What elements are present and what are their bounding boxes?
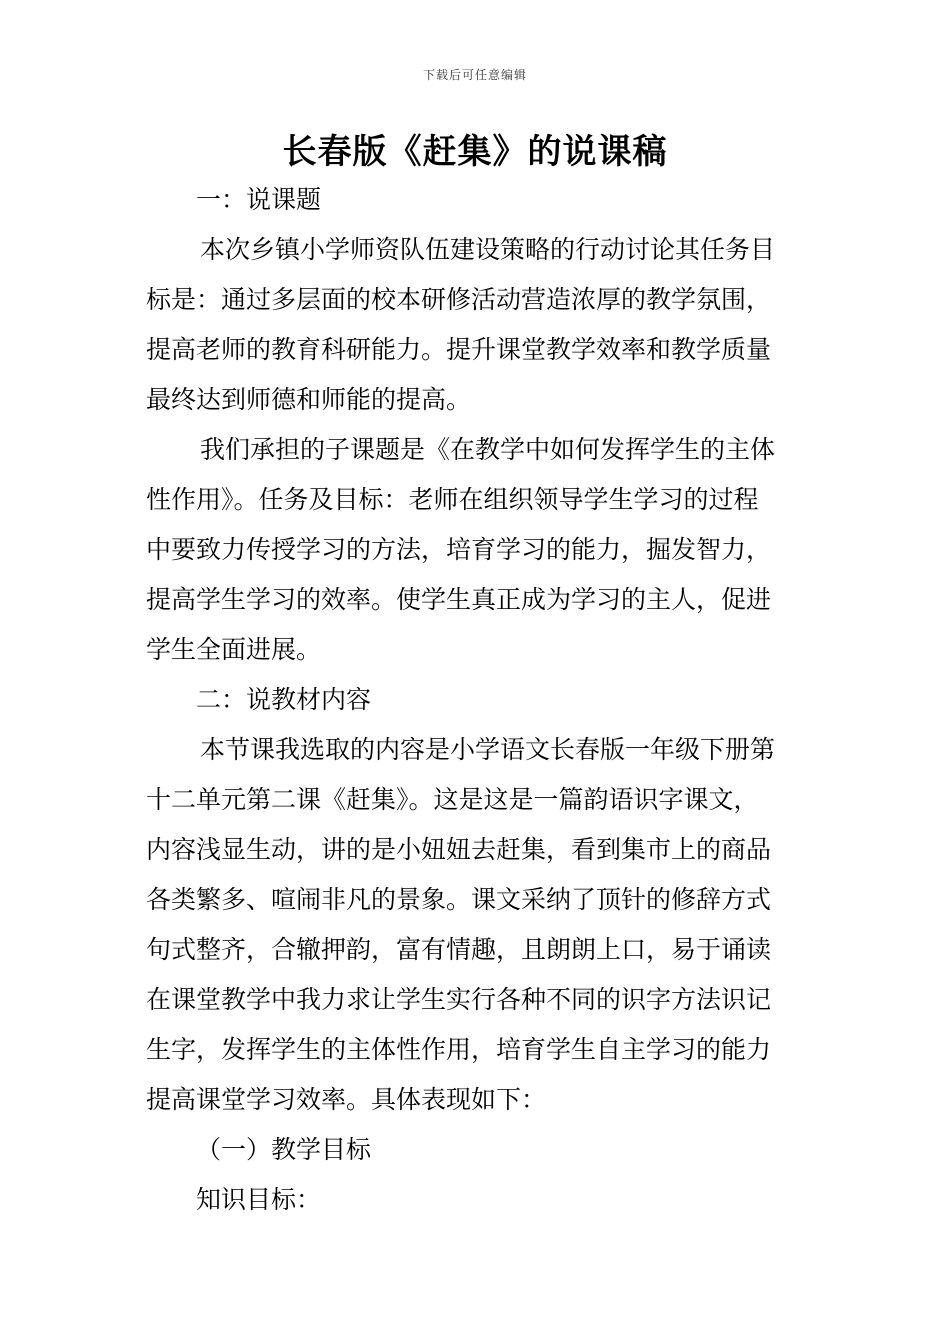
paragraph-line: 提高老师的教育科研能力。提升课堂教学效率和教学质量: [146, 335, 772, 364]
paragraph-line: 提高课堂学习效率。具体表现如下：: [146, 1085, 547, 1114]
header-note: 下载后可任意编辑: [422, 68, 527, 82]
paragraph-line: 本次乡镇小学师资队伍建设策略的行动讨论其任务目: [200, 235, 776, 264]
paragraph-line: 中要致力传授学习的方法，培育学习的能力，掘发智力，: [146, 535, 772, 564]
paragraph-line: 在课堂教学中我力求让学生实行各种不同的识字方法识记: [146, 985, 772, 1014]
paragraph-line: 十二单元第二课《赶集》。这是这是一篇韵语识字课文，: [146, 785, 759, 814]
section-heading: 二：说教材内容: [196, 685, 372, 714]
knowledge-goal-label: 知识目标：: [196, 1185, 322, 1214]
section-heading: 一：说课题: [196, 185, 322, 214]
paragraph-line: 性作用》。任务及目标：老师在组织领导学生学习的过程: [146, 485, 759, 514]
paragraph-line: 生字，发挥学生的主体性作用，培育学生自主学习的能力: [146, 1035, 772, 1064]
paragraph-line: 我们承担的子课题是《在教学中如何发挥学生的主体: [200, 435, 776, 464]
paragraph-line: 各类繁多、喧闹非凡的景象。课文采纳了顶针的修辞方式: [146, 885, 772, 914]
paragraph-line: 本节课我选取的内容是小学语文长春版一年级下册第: [200, 735, 776, 764]
paragraph-line: 提高学生学习的效率。使学生真正成为学习的主人，促进: [146, 585, 772, 614]
paragraph-line: 标是：通过多层面的校本研修活动营造浓厚的教学氛围，: [146, 285, 772, 314]
document-body: [146, 175, 808, 1225]
paragraph-line: 最终达到师德和师能的提高。: [146, 385, 472, 414]
document-title: 长春版《赶集》的说课稿: [282, 132, 668, 172]
paragraph-line: 句式整齐，合辙押韵，富有情趣，且朗朗上口，易于诵读: [146, 935, 772, 964]
paragraph-line: 学生全面进展。: [146, 635, 322, 664]
paragraph-line: 内容浅显生动，讲的是小妞妞去赶集，看到集市上的商品: [146, 835, 772, 864]
subsection-heading: （一）教学目标: [196, 1135, 372, 1164]
